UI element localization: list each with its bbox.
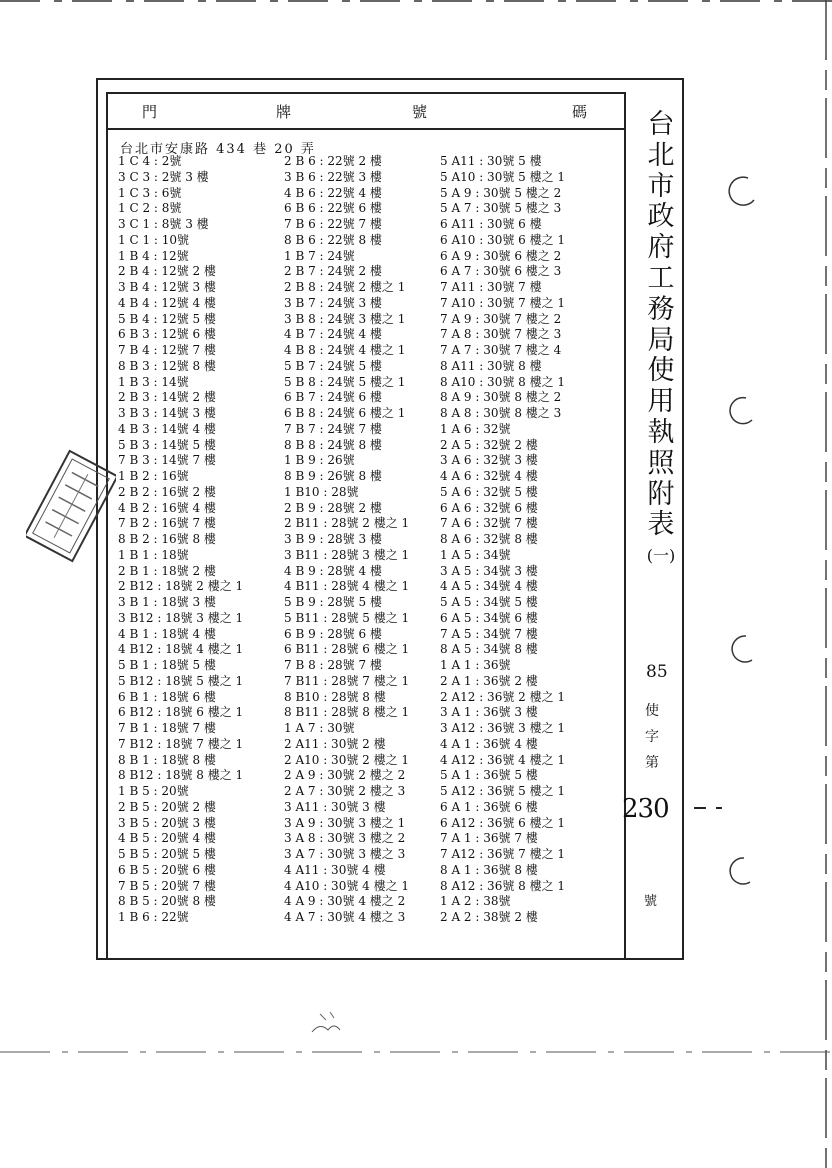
header-label-men: 門 (142, 103, 158, 121)
address-entry: 7 B 5 : 20號 7 樓 (118, 878, 216, 893)
address-column-2 (284, 154, 454, 926)
doc-label-char: 使 (645, 703, 659, 719)
address-line: 台北市安康路 434 巷 20 弄 (120, 142, 316, 157)
side-title-char: 工 (647, 262, 675, 294)
address-column-1 (118, 154, 288, 926)
address-entry: 8 B 9 : 26號 8 樓 (284, 469, 382, 483)
address-entry: 6 A 9 : 30號 6 樓之 2 (440, 248, 562, 263)
address-entry: 6 A 7 : 30號 6 樓之 3 (440, 264, 562, 279)
address-entry: 2 B 8 : 24號 2 樓之 1 (284, 280, 406, 294)
doc-number: 85 (646, 662, 668, 682)
address-entry: 7 A 7 : 30號 7 樓之 4 (440, 343, 562, 357)
header-label-hao: 號 (412, 103, 428, 121)
side-title-char: 市 (647, 170, 675, 202)
address-entry: 6 B 9 : 28號 6 樓 (284, 626, 382, 641)
doc-label (642, 698, 662, 776)
address-entry: 3 A 1 : 36號 3 樓 (440, 705, 538, 720)
address-entry: 4 A11 : 30號 4 樓 (284, 862, 386, 877)
address-entry: 6 B 7 : 24號 6 樓 (284, 390, 382, 405)
address-entry: 3 A 7 : 30號 3 樓之 3 (284, 847, 406, 861)
table-header (106, 92, 626, 130)
side-title-char: 照 (647, 447, 675, 479)
address-entry: 3 B 9 : 28號 3 樓 (284, 532, 382, 546)
address-entry: 7 A 8 : 30號 7 樓之 3 (440, 327, 562, 342)
address-entry: 2 B11 : 28號 2 樓之 1 (284, 516, 410, 531)
address-entry: 2 B 5 : 20號 2 樓 (118, 799, 216, 814)
address-entry: 3 B11 : 28號 3 樓之 1 (284, 547, 410, 562)
address-entry: 1 C 4 : 2號 (118, 154, 182, 168)
doc-label-char: 字 (645, 729, 659, 745)
address-entry: 8 B12 : 18號 8 樓之 1 (118, 768, 244, 783)
address-entry: 4 B 9 : 28號 4 樓 (284, 563, 382, 578)
address-entry: 8 A 1 : 36號 8 樓 (440, 862, 538, 877)
side-title-char: 北 (647, 139, 675, 171)
address-entry: 4 A10 : 30號 4 樓之 1 (284, 878, 410, 893)
address-entry: 3 A 8 : 30號 3 樓之 2 (284, 831, 406, 846)
address-entry: 5 A 5 : 34號 5 樓 (440, 595, 538, 609)
address-entry: 1 B 2 : 16號 (118, 469, 189, 483)
address-entry: 5 A12 : 36號 5 樓之 1 (440, 784, 566, 798)
side-title-char: 政 (647, 201, 675, 233)
address-entry: 7 B 2 : 16號 7 樓 (118, 516, 216, 531)
address-entry: 3 C 1 : 8號 3 樓 (118, 217, 209, 231)
address-entry: 2 A11 : 30號 2 樓 (284, 736, 386, 751)
header-label-pai: 牌 (276, 103, 292, 121)
address-entry: 2 B 4 : 12號 2 樓 (118, 264, 216, 279)
address-entry: 6 A 1 : 36號 6 樓 (440, 799, 538, 814)
address-entry: 6 B 1 : 18號 6 樓 (118, 689, 216, 704)
address-entry: 1 A 1 : 36號 (440, 658, 511, 672)
address-entry: 8 A 5 : 34號 8 樓 (440, 642, 538, 657)
address-entry: 1 C 1 : 10號 (118, 232, 190, 247)
address-entry: 2 A12 : 36號 2 樓之 1 (440, 689, 566, 704)
address-entry: 2 B 2 : 16號 2 樓 (118, 484, 216, 499)
address-entry: 5 B 9 : 28號 5 樓 (284, 595, 382, 609)
address-entry: 7 B12 : 18號 7 樓之 1 (118, 736, 244, 751)
address-entry: 7 B 6 : 22號 7 樓 (284, 217, 382, 231)
address-entry: 7 B 3 : 14號 7 樓 (118, 453, 216, 468)
address-entry: 8 B 8 : 24號 8 樓 (284, 437, 382, 452)
address-entry: 1 A 5 : 34號 (440, 547, 511, 562)
address-entry: 1 B 9 : 26號 (284, 453, 355, 468)
address-entry: 8 A 8 : 30號 8 樓之 3 (440, 406, 562, 420)
address-entry: 4 A 6 : 32號 4 樓 (440, 469, 538, 483)
address-entry: 4 A12 : 36號 4 樓之 1 (440, 752, 566, 767)
address-entry: 1 A 6 : 32號 (440, 421, 511, 436)
address-entry: 7 A10 : 30號 7 樓之 1 (440, 295, 566, 310)
address-entry: 4 B 7 : 24號 4 樓 (284, 327, 382, 342)
address-entry: 4 A 5 : 34號 4 樓 (440, 579, 538, 594)
address-entry: 7 B 4 : 12號 7 樓 (118, 343, 216, 357)
address-entry: 3 A 9 : 30號 3 樓之 1 (284, 815, 406, 830)
address-entry: 5 B 8 : 24號 5 樓之 1 (284, 374, 406, 389)
address-entry: 8 A12 : 36號 8 樓之 1 (440, 878, 566, 893)
address-entry: 5 A 1 : 36號 5 樓 (440, 768, 538, 783)
address-entry: 6 A11 : 30號 6 樓 (440, 217, 542, 231)
address-entry: 1 B 4 : 12號 (118, 248, 189, 263)
address-column-3 (440, 154, 610, 926)
address-entry: 8 A 9 : 30號 8 樓之 2 (440, 390, 562, 405)
address-entry: 5 B11 : 28號 5 樓之 1 (284, 610, 410, 625)
address-entry: 5 B 4 : 12號 5 樓 (118, 311, 216, 326)
address-entry: 2 B 3 : 14號 2 樓 (118, 390, 216, 405)
address-entry: 7 A 6 : 32號 7 樓 (440, 516, 538, 531)
address-entry: 6 A10 : 30號 6 樓之 1 (440, 232, 566, 247)
address-entry: 4 B 1 : 18號 4 樓 (118, 626, 216, 641)
address-entry: 7 A 5 : 34號 7 樓 (440, 626, 538, 641)
side-title-char: 表 (647, 509, 675, 541)
side-title-char: 府 (647, 232, 675, 264)
address-entry: 2 A 1 : 36號 2 樓 (440, 673, 538, 688)
address-entry: 4 B 4 : 12號 4 樓 (118, 295, 216, 310)
address-entry: 6 B 3 : 12號 6 樓 (118, 327, 216, 342)
address-entry: 6 A 5 : 34號 6 樓 (440, 610, 538, 625)
address-entry: 6 A12 : 36號 6 樓之 1 (440, 815, 566, 830)
address-entry: 4 A 1 : 36號 4 樓 (440, 736, 538, 751)
doc-serial: 230 (622, 794, 669, 824)
address-entry: 8 A 6 : 32號 8 樓 (440, 532, 538, 546)
address-entry: 1 B 7 : 24號 (284, 248, 355, 263)
side-title-char: 用 (647, 386, 675, 418)
address-entry: 4 A 9 : 30號 4 樓之 2 (284, 894, 406, 909)
address-entry: 2 A 9 : 30號 2 樓之 2 (284, 768, 406, 783)
seal-stamp (26, 446, 116, 566)
address-entry: 2 B 1 : 18號 2 樓 (118, 563, 216, 578)
address-entry: 1 B 3 : 14號 (118, 374, 189, 389)
address-entry: 4 B 6 : 22號 4 樓 (284, 185, 382, 200)
address-entry: 8 B 1 : 18號 8 樓 (118, 752, 216, 767)
address-entry: 7 A12 : 36號 7 樓之 1 (440, 847, 566, 861)
address-entry: 2 A 2 : 38號 2 樓 (440, 910, 538, 924)
address-entry: 8 B10 : 28號 8 樓 (284, 689, 386, 704)
doc-suffix: 號 (644, 894, 658, 909)
address-entry: 6 B 6 : 22號 6 樓 (284, 201, 382, 216)
side-title-char: 台 (647, 109, 675, 140)
address-entry: 3 B 4 : 12號 3 樓 (118, 280, 216, 294)
address-entry: 3 A 5 : 34號 3 樓 (440, 563, 538, 578)
address-entry: 3 C 3 : 2號 3 樓 (118, 169, 209, 184)
address-entry: 8 A10 : 30號 8 樓之 1 (440, 374, 566, 389)
address-entry: 1 A 2 : 38號 (440, 894, 511, 909)
address-entry: 3 B 1 : 18號 3 樓 (118, 595, 216, 609)
address-entry: 4 B 2 : 16號 4 樓 (118, 500, 216, 515)
address-entry: 8 B 3 : 12號 8 樓 (118, 358, 216, 373)
address-entry: 7 A 9 : 30號 7 樓之 2 (440, 311, 562, 326)
address-entry: 2 B 7 : 24號 2 樓 (284, 264, 382, 279)
address-entry: 2 A10 : 30號 2 樓之 1 (284, 752, 410, 767)
address-entry: 5 B12 : 18號 5 樓之 1 (118, 673, 244, 688)
address-entry: 5 B 1 : 18號 5 樓 (118, 658, 216, 672)
address-entry: 3 B12 : 18號 3 樓之 1 (118, 610, 244, 625)
address-entry: 1 C 2 : 8號 (118, 201, 182, 216)
address-entry: 1 A 7 : 30號 (284, 721, 355, 735)
address-entry: 3 B 5 : 20號 3 樓 (118, 815, 216, 830)
address-entry: 7 B 8 : 28號 7 樓 (284, 658, 382, 672)
address-entry: 5 A10 : 30號 5 樓之 1 (440, 169, 566, 184)
address-entry: 3 B 7 : 24號 3 樓 (284, 295, 382, 310)
address-entry: 2 B 6 : 22號 2 樓 (284, 154, 382, 168)
address-entry: 5 A 6 : 32號 5 樓 (440, 484, 538, 499)
address-entry: 6 B 8 : 24號 6 樓之 1 (284, 406, 406, 420)
address-entry: 7 B 1 : 18號 7 樓 (118, 721, 216, 735)
address-entry: 8 B11 : 28號 8 樓之 1 (284, 705, 410, 720)
side-title-char: 使 (647, 355, 675, 387)
address-entry: 3 B 6 : 22號 3 樓 (284, 169, 382, 184)
address-entry: 7 B11 : 28號 7 樓之 1 (284, 673, 410, 688)
address-entry: 1 B 1 : 18號 (118, 547, 189, 562)
address-entry: 5 B 3 : 14號 5 樓 (118, 437, 216, 452)
address-entry: 4 B 5 : 20號 4 樓 (118, 831, 216, 846)
address-entry: 8 B 6 : 22號 8 樓 (284, 232, 382, 247)
address-entry: 6 A 6 : 32號 6 樓 (440, 500, 538, 515)
address-entry: 8 A11 : 30號 8 樓 (440, 358, 542, 373)
side-title-char: 局 (647, 324, 675, 356)
address-entry: 2 A 5 : 32號 2 樓 (440, 437, 538, 452)
address-entry: 5 B 7 : 24號 5 樓 (284, 358, 382, 373)
side-title-char: 附 (647, 478, 675, 510)
side-title-char: 執 (647, 416, 675, 448)
side-title-char: (一) (646, 546, 676, 566)
address-entry: 4 B 8 : 24號 4 樓之 1 (284, 343, 406, 357)
address-entry: 6 B12 : 18號 6 樓之 1 (118, 705, 244, 720)
address-entry: 3 A11 : 30號 3 樓 (284, 799, 386, 814)
address-entry: 1 B 6 : 22號 (118, 910, 189, 924)
address-entry: 1 B10 : 28號 (284, 484, 359, 499)
address-entry: 6 B 5 : 20號 6 樓 (118, 862, 216, 877)
address-entry: 4 A 7 : 30號 4 樓之 3 (284, 910, 406, 924)
address-entry: 7 A11 : 30號 7 樓 (440, 280, 542, 294)
address-entry: 4 B12 : 18號 4 樓之 1 (118, 642, 244, 657)
address-entry: 2 A 7 : 30號 2 樓之 3 (284, 784, 406, 798)
address-entry: 3 B 8 : 24號 3 樓之 1 (284, 311, 406, 326)
address-entry: 5 B 5 : 20號 5 樓 (118, 847, 216, 861)
address-entry: 4 B11 : 28號 4 樓之 1 (284, 579, 410, 594)
side-title (644, 110, 678, 572)
address-entry: 8 B 2 : 16號 8 樓 (118, 532, 216, 546)
address-entry: 1 B 5 : 20號 (118, 784, 189, 798)
address-entry: 5 A 7 : 30號 5 樓之 3 (440, 201, 562, 216)
doc-label-char: 第 (645, 755, 659, 771)
address-entry: 7 B 7 : 24號 7 樓 (284, 421, 382, 436)
address-entry: 3 B 3 : 14號 3 樓 (118, 406, 216, 420)
address-entry: 5 A 9 : 30號 5 樓之 2 (440, 185, 562, 200)
address-entry: 4 B 3 : 14號 4 樓 (118, 421, 216, 436)
side-title-char: 務 (647, 293, 675, 325)
address-entry: 6 B11 : 28號 6 樓之 1 (284, 642, 410, 657)
address-entry: 3 A12 : 36號 3 樓之 1 (440, 721, 566, 735)
address-entry: 8 B 5 : 20號 8 樓 (118, 894, 216, 909)
header-label-ma: 碼 (572, 103, 588, 121)
address-entry: 5 A11 : 30號 5 樓 (440, 154, 542, 168)
address-entry: 3 A 6 : 32號 3 樓 (440, 453, 538, 468)
address-entry: 2 B12 : 18號 2 樓之 1 (118, 579, 244, 594)
address-entry: 2 B 9 : 28號 2 樓 (284, 500, 382, 515)
address-entry: 1 C 3 : 6號 (118, 185, 182, 200)
address-entry: 7 A 1 : 36號 7 樓 (440, 831, 538, 846)
